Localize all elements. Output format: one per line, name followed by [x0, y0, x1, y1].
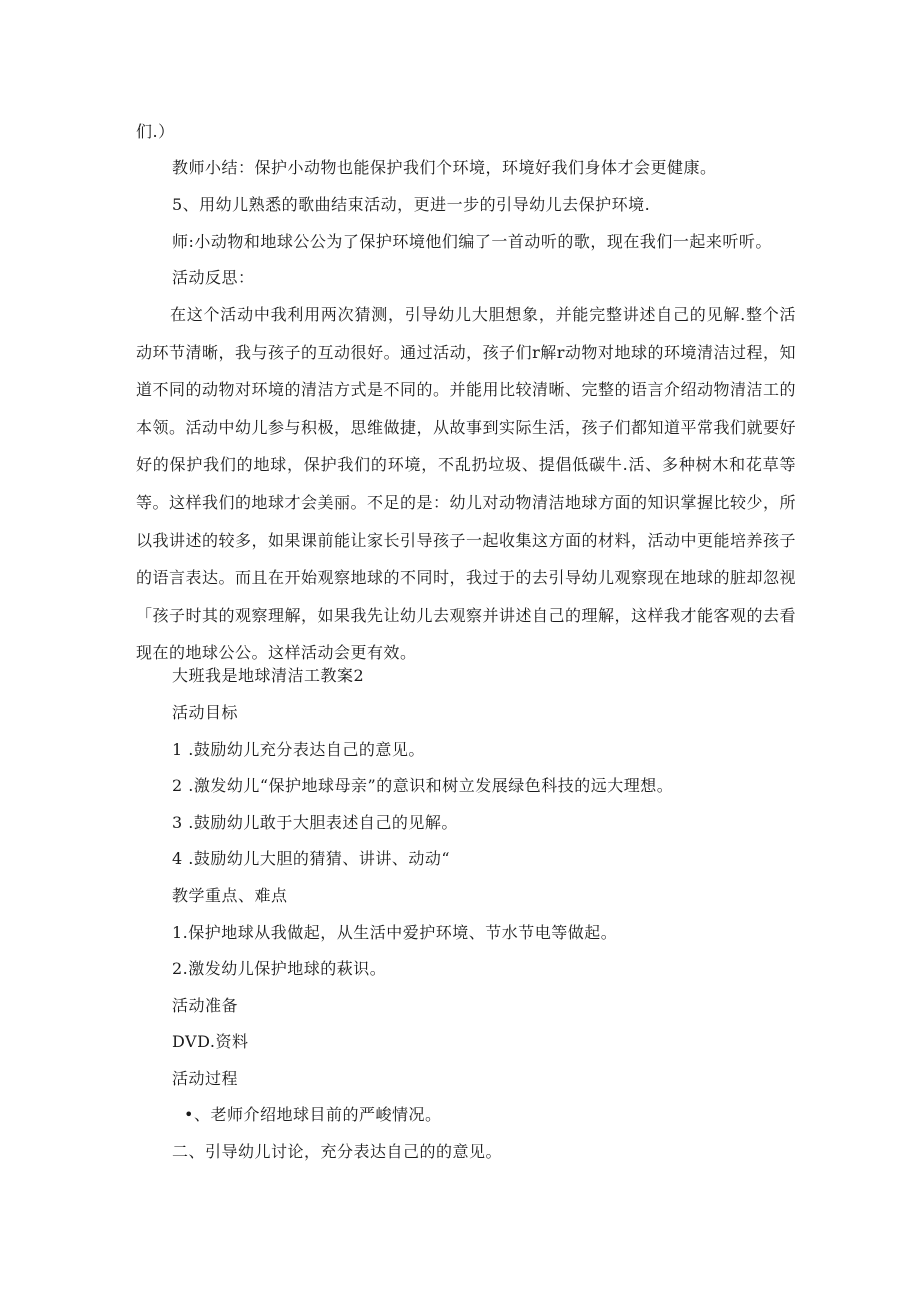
goal-item: 4 .鼓励幼儿大胆的猜猜、讲讲、动动“ — [172, 849, 451, 868]
teacher-line: 师:小动物和地球公公为了保护环境他们编了一首动听的歌，现在我们一起来听听。 — [172, 232, 772, 251]
step-5: 5、用幼儿熟悉的歌曲结束活动，更进一步的引导幼儿去保护环境. — [172, 195, 651, 214]
prep-heading: 活动准备 — [172, 996, 239, 1015]
goal-item: 3 .鼓励幼儿敢于大胆表述自己的见解。 — [172, 813, 458, 832]
continued-text-line: 们.） — [136, 122, 175, 141]
teacher-summary: 教师小结：保护小动物也能保护我们个环境，环境好我们身体才会更健康。 — [172, 158, 717, 177]
process-heading: 活动过程 — [172, 1069, 239, 1088]
reflection-paragraph: 在这个活动中我利用两次猜测，引导幼儿大胆想象，并能完整讲述自己的见解.整个活动环节清晰，我与孩子的互动很好。通过活动，孩子们r解r动物对地球的环境清洁过程，知道不同的动物对环境的清洁方式是不同的。并能用比较清晰、完整的语言介绍动物清洁工的本领。活动中幼儿参与积极，思维做捷，从故事到实际生活，孩子们都知道平常我们就要好好的保护我们的地球，保护我们的环境，不乱扔垃圾、提倡低碳牛.活、多种树木和花草等等。这样我们的地球才会美丽。不足的是：幼儿对动物清洁地球方面的知识掌握比较少，所以我讲述的较多，如果课前能让家长引导孩子一起收集这方面的材料，活动中更能培养孩子的语言表达。而且在开始观察地球的不同时，我过于的去引导幼儿观察现在地球的脏却忽视「孩子时其的观察理解，如果我先让幼儿去观察并讲述自己的理解，这样我才能客观的去看现在的地球公公。这样活动会更有效。 — [136, 305, 797, 663]
goals-heading: 活动目标 — [172, 703, 239, 722]
reflection-heading: 活动反思： — [172, 268, 255, 287]
prep-item: DVD.资料 — [172, 1032, 249, 1051]
process-step: •、老师介绍地球目前的严峻情况。 — [184, 1105, 442, 1124]
key-point-item: 1.保护地球从我做起，从生活中爱护环境、节水节电等做起。 — [172, 923, 618, 942]
goal-item: 2 .激发幼儿“保护地球母亲”的意识和树立发展绿色科技的远大理想。 — [172, 776, 674, 795]
key-points-heading: 教学重点、难点 — [172, 886, 288, 905]
key-point-item: 2.激发幼儿保护地球的萩识。 — [172, 959, 387, 978]
section-title: 大班我是地球清洁工教案2 — [172, 666, 365, 685]
process-step: 二、引导幼儿讨论，充分表达自己的的意见。 — [172, 1142, 503, 1161]
goal-item: 1 .鼓励幼儿充分表达自己的意见。 — [172, 740, 425, 759]
